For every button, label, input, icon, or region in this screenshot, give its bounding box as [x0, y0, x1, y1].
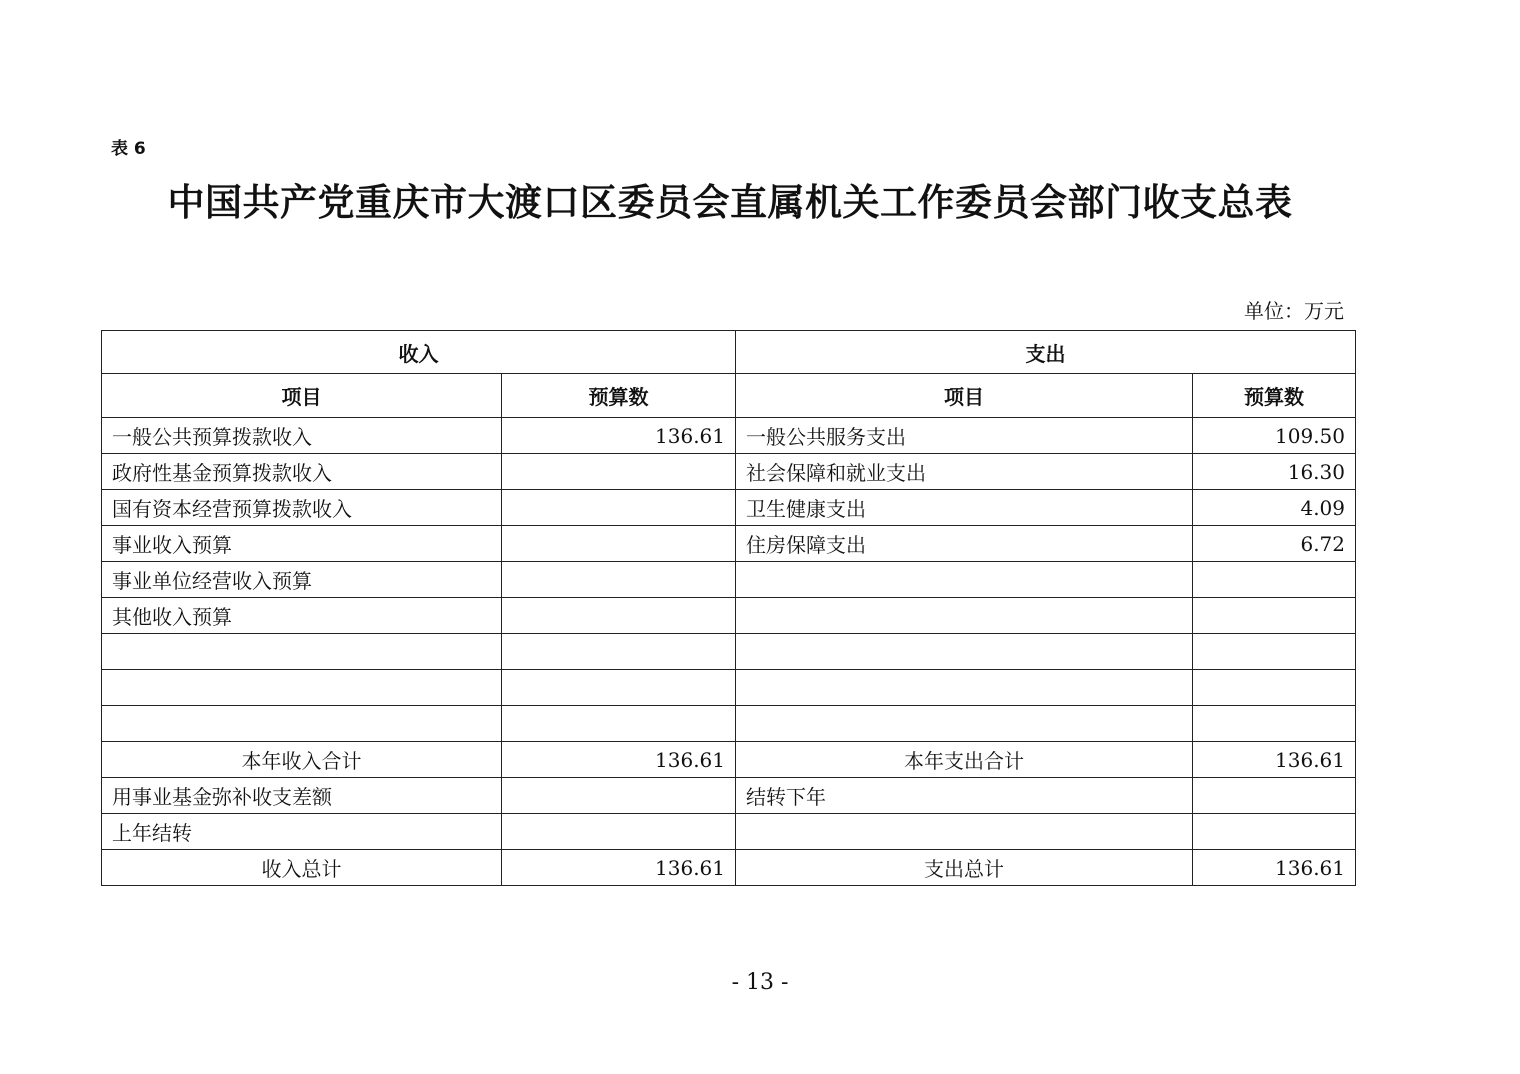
income-item-cell: 国有资本经营预算拨款收入 — [102, 490, 502, 526]
expense-value-cell — [1193, 670, 1356, 706]
table-row — [102, 454, 1356, 490]
income-value-cell — [502, 490, 736, 526]
income-item-header: 项目 — [102, 374, 502, 418]
table-label: 表 6 — [111, 139, 146, 159]
income-item-cell — [102, 634, 502, 670]
page-title: 中国共产党重庆市大渡口区委员会直属机关工作委员会部门收支总表 — [167, 181, 1293, 224]
income-value-cell — [502, 670, 736, 706]
column-header-row — [102, 374, 1356, 418]
expense-item-cell — [736, 562, 1193, 598]
group-header-row — [102, 331, 1356, 374]
expense-value-cell: 4.09 — [1193, 490, 1356, 526]
income-value-cell — [502, 634, 736, 670]
income-value-cell — [502, 526, 736, 562]
expense-value-cell — [1193, 598, 1356, 634]
expense-value-cell — [1193, 562, 1356, 598]
table-row — [102, 706, 1356, 742]
expense-value-cell: 6.72 — [1193, 526, 1356, 562]
income-total-label: 收入总计 — [102, 850, 502, 886]
budget-summary-table — [101, 330, 1356, 886]
income-group-header: 收入 — [102, 331, 736, 374]
table-row — [102, 814, 1356, 850]
expense-budget-header: 预算数 — [1193, 374, 1356, 418]
expense-item-cell — [736, 706, 1193, 742]
income-value-cell — [502, 706, 736, 742]
income-item-cell — [102, 670, 502, 706]
expense-item-cell — [736, 598, 1193, 634]
table-row — [102, 490, 1356, 526]
expense-item-cell — [736, 814, 1193, 850]
table-row — [102, 670, 1356, 706]
expense-item-cell — [736, 634, 1193, 670]
income-item-cell: 事业单位经营收入预算 — [102, 562, 502, 598]
expense-value-cell: 109.50 — [1193, 418, 1356, 454]
expense-subtotal-value: 136.61 — [1193, 742, 1356, 778]
expense-value-cell — [1193, 778, 1356, 814]
expense-item-cell: 住房保障支出 — [736, 526, 1193, 562]
income-value-cell — [502, 814, 736, 850]
expense-value-cell — [1193, 634, 1356, 670]
expense-total-label: 支出总计 — [736, 850, 1193, 886]
income-subtotal-label: 本年收入合计 — [102, 742, 502, 778]
income-value-cell — [502, 454, 736, 490]
expense-value-cell — [1193, 706, 1356, 742]
expense-total-value: 136.61 — [1193, 850, 1356, 886]
total-row — [102, 850, 1356, 886]
income-subtotal-value: 136.61 — [502, 742, 736, 778]
expense-value-cell: 16.30 — [1193, 454, 1356, 490]
subtotal-row — [102, 742, 1356, 778]
income-value-cell — [502, 598, 736, 634]
income-item-cell: 用事业基金弥补收支差额 — [102, 778, 502, 814]
income-total-value: 136.61 — [502, 850, 736, 886]
table-row — [102, 634, 1356, 670]
expense-subtotal-label: 本年支出合计 — [736, 742, 1193, 778]
expense-item-cell: 一般公共服务支出 — [736, 418, 1193, 454]
expense-item-header: 项目 — [736, 374, 1193, 418]
expense-item-cell: 卫生健康支出 — [736, 490, 1193, 526]
table-row — [102, 562, 1356, 598]
table-row — [102, 598, 1356, 634]
income-budget-header: 预算数 — [502, 374, 736, 418]
table-row — [102, 526, 1356, 562]
income-item-cell: 一般公共预算拨款收入 — [102, 418, 502, 454]
income-value-cell — [502, 778, 736, 814]
income-value-cell — [502, 562, 736, 598]
income-value-cell: 136.61 — [502, 418, 736, 454]
unit-label: 单位：万元 — [1244, 299, 1344, 323]
income-item-cell — [102, 706, 502, 742]
expense-item-cell: 结转下年 — [736, 778, 1193, 814]
table-row — [102, 418, 1356, 454]
expense-group-header: 支出 — [736, 331, 1356, 374]
table-row — [102, 778, 1356, 814]
income-item-cell: 其他收入预算 — [102, 598, 502, 634]
expense-item-cell: 社会保障和就业支出 — [736, 454, 1193, 490]
income-item-cell: 上年结转 — [102, 814, 502, 850]
expense-value-cell — [1193, 814, 1356, 850]
expense-item-cell — [736, 670, 1193, 706]
income-item-cell: 事业收入预算 — [102, 526, 502, 562]
income-item-cell: 政府性基金预算拨款收入 — [102, 454, 502, 490]
page-number: - 13 - — [731, 970, 789, 995]
